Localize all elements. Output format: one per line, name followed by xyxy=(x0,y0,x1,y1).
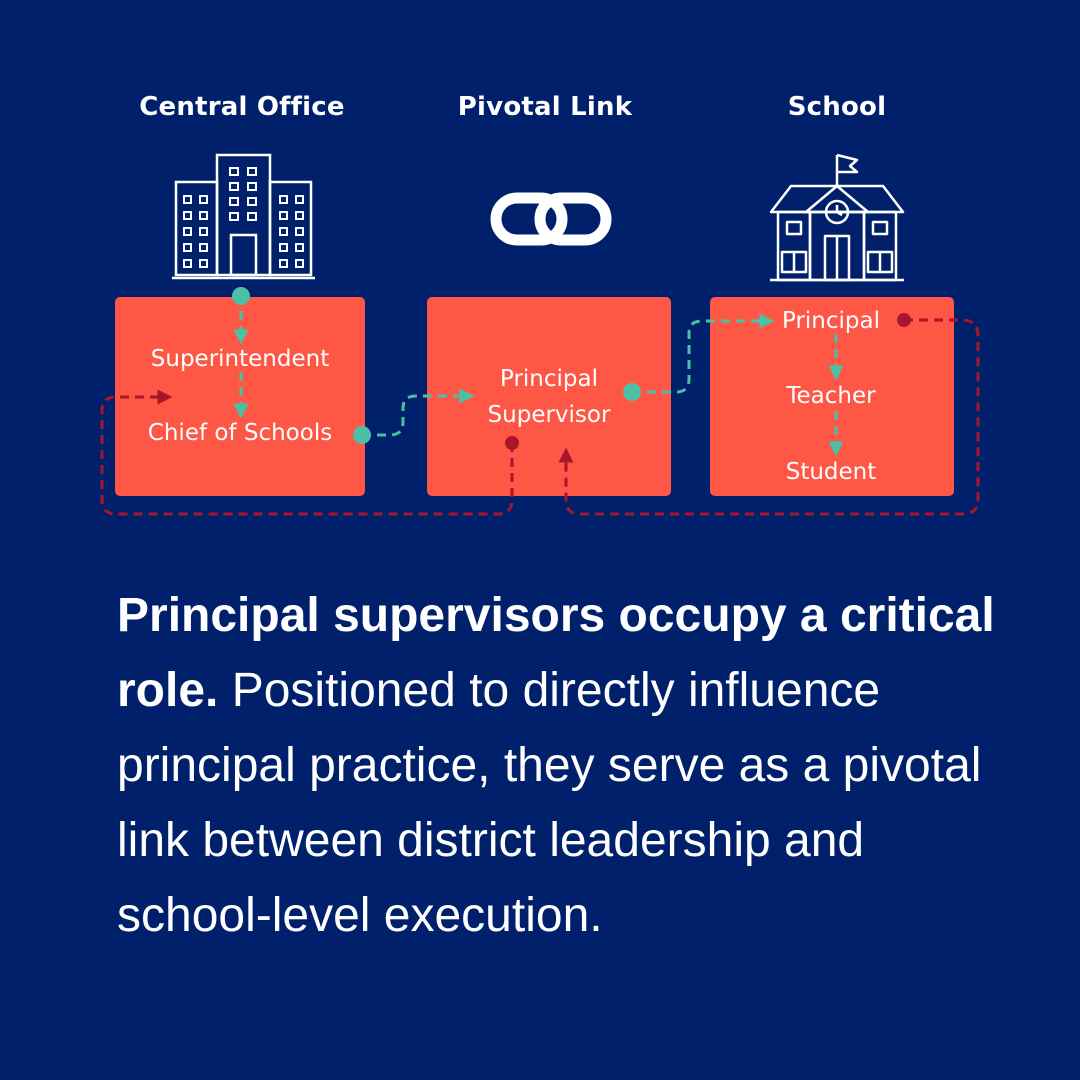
caption xyxy=(117,578,997,953)
node-principal-supervisor-line1: Principal xyxy=(499,366,599,392)
chain-link-icon xyxy=(496,198,606,240)
node-superintendent: Superintendent xyxy=(150,346,330,372)
office-building-icon xyxy=(172,155,315,278)
schoolhouse-icon xyxy=(770,155,904,280)
flow-origin-dot xyxy=(623,383,641,401)
node-chief-of-schools: Chief of Schools xyxy=(147,420,333,446)
node-principal: Principal xyxy=(781,308,881,334)
caption-regular: Positioned to directly influence principal practice, they serve as a pivotal link between district leadership and school-level execution. xyxy=(117,664,982,942)
column-title-central-office: Central Office xyxy=(139,92,345,122)
flow-origin-dot xyxy=(353,426,371,444)
flow-origin-dot xyxy=(232,287,250,305)
feedback-origin-dot xyxy=(897,313,911,327)
caption-bold: Principal supervisors occupy a critical role. xyxy=(117,589,995,717)
column-title-pivotal-link: Pivotal Link xyxy=(457,92,633,122)
column-title-school: School xyxy=(787,92,887,122)
node-principal-supervisor-line2: Supervisor xyxy=(487,402,611,428)
feedback-origin-dot xyxy=(505,436,519,450)
node-student: Student xyxy=(785,459,877,485)
node-teacher: Teacher xyxy=(786,383,876,409)
